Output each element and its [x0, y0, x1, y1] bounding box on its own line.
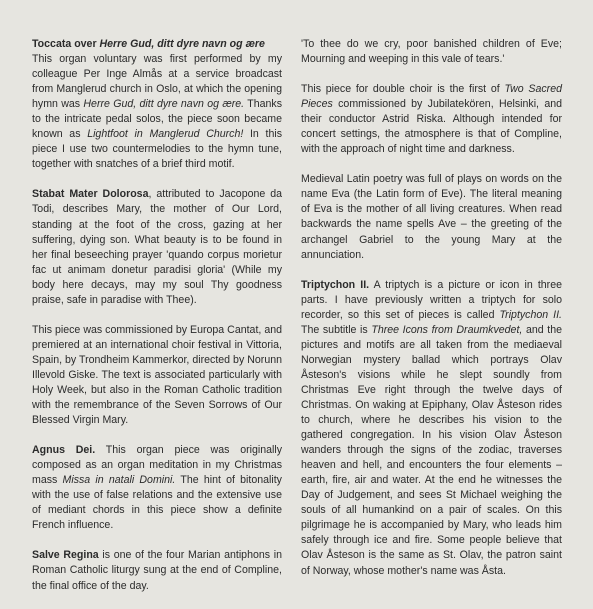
body-text: is one of the four Marian antiphons in Roman Catholic liturgy sung at the end of Compline, the final office of the day.: [32, 549, 282, 592]
body-text: The hint of bitonality with the use of false relations and the extensive use of mediant chords in this piece show a definite French influence.: [32, 474, 282, 532]
paragraph-latin-poetry: [301, 172, 562, 262]
italic-text: Missa in natali Domini.: [62, 474, 176, 487]
paragraph-salve-regina: [32, 548, 282, 593]
heading-italic-text: Herre Gud, ditt dyre navn og ære: [99, 38, 265, 50]
paragraph-commission: [32, 323, 282, 428]
paragraph-stabat-mater: [32, 187, 282, 307]
body-text: This piece for double choir is the first of: [301, 83, 505, 96]
italic-text: Triptychon II.: [499, 308, 562, 321]
heading-agnus-dei: Agnus Dei.: [32, 444, 96, 457]
heading-triptychon: Triptychon II.: [301, 278, 370, 291]
body-text: This organ voluntary was first performed by my colleague Per Inge Almås at a service broadcast from Manglerud church in Oslo, at which the opening hymn was: [32, 53, 282, 111]
heading-text: Toccata over: [32, 38, 100, 50]
heading-stabat-mater: Stabat Mater Dolorosa: [32, 188, 149, 201]
body-text: A triptych is a picture or icon in three parts. I have previously written a triptych for solo recorder, so this set of pieces is called: [301, 278, 562, 321]
paragraph-quote: [301, 37, 562, 67]
body-text: commissioned by Jubilatekören, Helsinki, and their conductor Astrid Riska. Although intended for concert settings, the atmosphere is that of Compline, with the approach of night time and darkness.: [301, 98, 562, 156]
body-text: The subtitle is: [301, 323, 372, 336]
body-text: Thanks to the intricate pedal solos, the piece soon became known as: [32, 98, 282, 141]
body-text: This organ piece was originally composed as an organ meditation in my Christmas mass: [32, 444, 282, 487]
right-column: [301, 37, 562, 594]
italic-text: Two Sacred Pieces: [301, 83, 562, 111]
body-text: In this piece I use two countermelodies to the hymn tune, together with snatches of a brief third motif.: [32, 128, 282, 171]
left-column: [32, 37, 282, 609]
italic-text: Three Icons from Draumkvedet,: [371, 323, 523, 336]
body-text: , attributed to Jacopone da Todi, describes Mary, the mother of Our Lord, standing at the foot of the cross, gazing at her suffering, dying son. What beauty is to be found in her final beseeching prayer 'quando corpus morietur fac ut animam donetur paradisi gloria' (While my body here decays, may my soul Thy goodness praise, safe in paradise with Thee).: [32, 188, 283, 306]
body-text: and the pictures and motifs are all taken from the mediaeval Norwegian mystery ballad which portrays Olav Åsteson's visions while he slept soundly from Christmas Eve right through the twelve days of Christmas. On waking at Epiphany, Olav Åsteson rides to church, where he describes his vision to the gathered congregation. In his vision Olav Åsteson wanders through the signs of the zodiac, traverses heaven and hell, and encounters the four elements – earth, fire, air and water. At the end he witnesses the Day of Judgement, and sees St Michael weighing the souls of all humankind on a pair of scales. On this pilgrimage he is accompanied by Mary, who leads him safely through ice and fire. Some people believe that Olav Åsteson is the same as St. Olav, the patron saint of Norway, whose mother's name was Åsta.: [301, 323, 562, 577]
italic-text: Herre Gud, ditt dyre navn og ære.: [83, 98, 245, 111]
body-text: 'To thee do we cry, poor banished children of Eve; Mourning and weeping in this vale of tears.': [301, 38, 562, 66]
paragraph-double-choir: [301, 82, 562, 157]
paragraph-triptychon: [301, 278, 562, 579]
paragraph-toccata: [32, 37, 282, 172]
body-text: This piece was commissioned by Europa Cantat, and premiered at an international choir festival in Vittoria, Spain, by Trondheim Kammerkor, directed by Norunn Illevold Giske. The text is associated particularly with Holy Week, but also in the Roman Catholic tradition with the remembrance of the Seven Sorrows of Our Blessed Virgin Mary.: [32, 323, 282, 427]
body-text: Medieval Latin poetry was full of plays on words on the name Eva (the Latin form of Eve). The literal meaning of Eva is the mother of all living creatures. When read backwards the name spells Ave – the greeting of the archangel Gabriel to the young Mary at the annunciation.: [301, 173, 562, 261]
heading-toccata: [32, 38, 265, 50]
italic-text: Lightfoot in Manglerud Church!: [87, 128, 244, 141]
paragraph-agnus-dei: [32, 443, 282, 533]
heading-salve-regina: Salve Regina: [32, 549, 99, 562]
